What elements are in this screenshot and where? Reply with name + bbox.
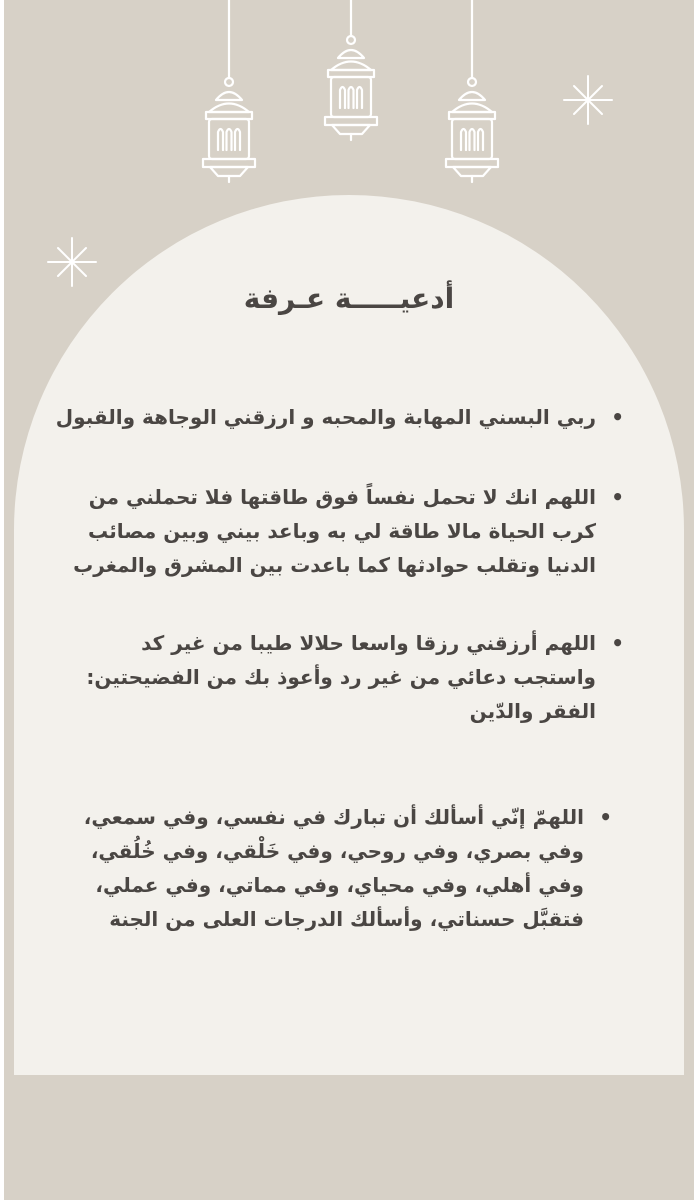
page-title: أدعيـــــة عـرفة (243, 282, 455, 315)
dua-card (4, 0, 694, 1200)
dua-list (54, 400, 624, 936)
lantern-icon (203, 0, 255, 182)
dua-text: اللهم انك لا تحمل نفساً فوق طاقتها فلا تحملني من كرب الحياة مالا طاقة لي به وباعد بيني وبين مصائب الدنيا وتقلب حوادثها كما باعدت بين المشرق والمغرب (73, 485, 596, 577)
bullet-icon: • (599, 805, 612, 829)
bullet-icon: • (611, 631, 624, 655)
list-item (54, 800, 624, 936)
sparkle-icon (48, 238, 96, 286)
dua-text: اللهم أرزقني رزقا واسعا حلالا طيبا من غير كد واستجب دعائي من غير رد وأعوذ بك من الفضيحتين: الفقر والدّين (86, 631, 596, 723)
list-item (54, 400, 624, 434)
list-item (54, 480, 624, 582)
list-item (54, 626, 624, 728)
dua-text: اللهمّ إنّي أسألك أن تبارك في نفسي، وفي سمعي، وفي بصري، وفي روحي، وفي خَلْقي، وفي خُلُقي، وفي أهلي، وفي محياي، وفي مماتي، وفي عملي، فتقبَّل حسناتي، وأسألك الدرجات العلى من الجنة (83, 805, 584, 931)
lantern-icon (446, 0, 498, 182)
lantern-icon (325, 0, 377, 140)
bullet-icon: • (611, 485, 624, 509)
bottom-band (4, 1075, 694, 1200)
dua-text: ربي البسني المهابة والمحبه و ارزقني الوجاهة والقبول (55, 405, 596, 429)
bullet-icon: • (611, 405, 624, 429)
sparkle-icon (564, 76, 612, 124)
